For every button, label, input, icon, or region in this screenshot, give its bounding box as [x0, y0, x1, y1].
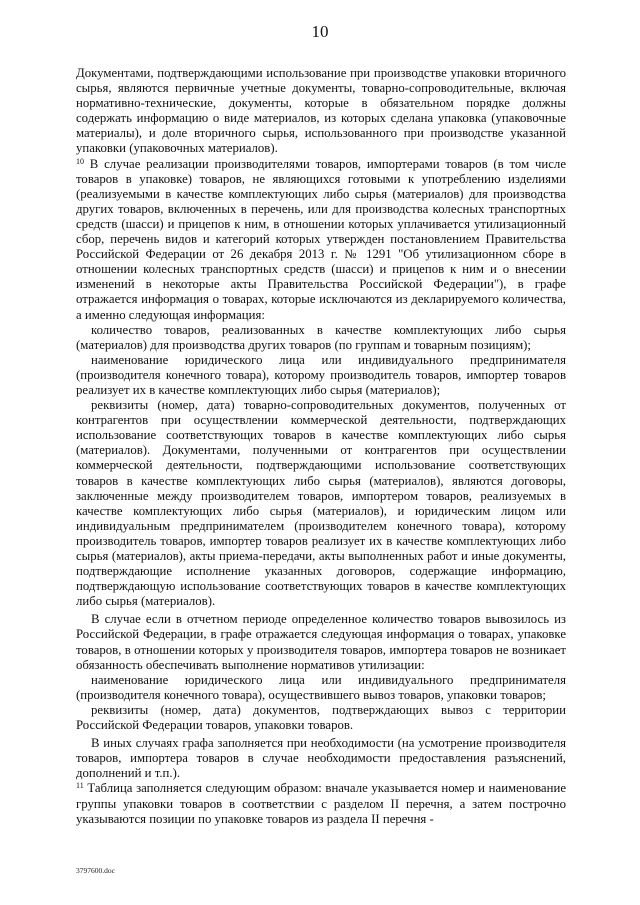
footer-file-code: 3797600.doc: [76, 866, 115, 875]
footnote-paragraph: [76, 157, 566, 323]
paragraph-text: В иных случаях графа заполняется при необходимости (на усмотрение производителя товаров, импортера товаров в случае необходимости предоставления разъяснений, дополнений и т.п.).: [76, 736, 566, 781]
paragraph-text: наименование юридического лица или индивидуального предпринимателя (производителя конечного товара), осуществившего вывоз товаров, упаковки товаров;: [76, 672, 566, 702]
paragraph: [76, 673, 566, 703]
paragraph-text: В случае реализации производителями товаров, импортерами товаров (в том числе товаров в упаковке) товаров, не являющихся готовыми к употреблению изделиями (реализуемыми в качестве комплектующих либо сырья (материалов) для производства других товаров, включенных в перечень, или для производства колесных транспортных средств (шасси) и прицепов к ним, в отношении которых уплачивается утилизационный сбор, перечень видов и категорий которых утвержден постановлением Правительства Российской Федерации от 26 декабря 2013 г. № 1291 "Об утилизационном сборе в отношении колесных транспортных средств (шасси) и прицепов к ним и о внесении изменений в некоторые акты Правительства Российской Федерации"), в графе отражается информация о товарах, которые исключаются из декларируемого количества, а именно следующая информация:: [76, 156, 566, 322]
document-body: [76, 66, 566, 827]
footnote-paragraph: [76, 781, 566, 826]
paragraph-text: реквизиты (номер, дата) товарно-сопроводительных документов, полученных от контрагентов при осуществлении коммерческой деятельности, подтверждающих использование соответствующих товаров в качестве комплектующих либо сырья (материалов). Документами, полученными от контрагентов при осуществлении коммерческой деятельности, подтверждающими использование соответствующих товаров в качестве комплектующих либо сырья (материалов), являются договоры, заключенные между производителем товаров, импортером товаров, реализуемых в качестве комплектующих либо сырья (материалов), и юридическим лицом или индивидуальным предпринимателем (производителем конечного товара), которому производитель товаров, импортер товаров реализует их в качестве комплектующих либо сырья (материалов), акты приема-передачи, акты выполненных работ и иные документы, подтверждающие исполнение указанных договоров, содержащие информацию, подтверждающую использование соответствующих товаров в качестве комплектующих либо сырья (материалов).: [76, 398, 566, 609]
footnote-marker: 11: [76, 781, 84, 791]
paragraph: [76, 398, 566, 609]
paragraph-text: Таблица заполняется следующим образом: вначале указывается номер и наименование группы упаковки товаров в соответствии с разделом II перечня, а затем построчно указываются позиции по упаковке товаров из раздела II перечня -: [76, 781, 566, 826]
paragraph: [76, 736, 566, 781]
paragraph-text: реквизиты (номер, дата) документов, подтверждающих вывоз с территории Российской Федерации товаров, упаковки товаров.: [76, 702, 566, 733]
page-number: 10: [311, 22, 329, 41]
paragraph-text: наименование юридического лица или индивидуального предпринимателя (производителя конечного товара), которому производитель товаров, импортер товаров реализует их в качестве комплектующих либо сырья (материалов);: [76, 352, 566, 397]
paragraph: [76, 353, 566, 398]
paragraph: [76, 612, 566, 672]
paragraph-text: В случае если в отчетном периоде определенное количество товаров вывозилось из Российской Федерации, в графе отражается следующая информация о товарах, упаковке товаров, в отношении которых у производителя товаров, импортера товаров не возникает обязанность обеспечивать выполнение нормативов утилизации:: [76, 612, 566, 672]
footnote-marker: 10: [76, 156, 84, 166]
paragraph-text: количество товаров, реализованных в качестве комплектующих либо сырья (материалов) для производства других товаров (по группам и товарным позициям);: [76, 322, 566, 352]
paragraph-text: Документами, подтверждающими использование при производстве упаковки вторичного сырья, являются первичные учетные документы, товарно-сопроводительные, включая нормативно-технические, документы, которые в обязательном порядке должны содержать информацию о виде материалов, из которых сделана упаковка (упаковочные материалы), и доле вторичного сырья, использованного при производстве указанной упаковки (упаковочных материалов).: [76, 66, 566, 156]
paragraph: [76, 323, 566, 353]
paragraph: [76, 66, 566, 157]
paragraph: [76, 703, 566, 733]
